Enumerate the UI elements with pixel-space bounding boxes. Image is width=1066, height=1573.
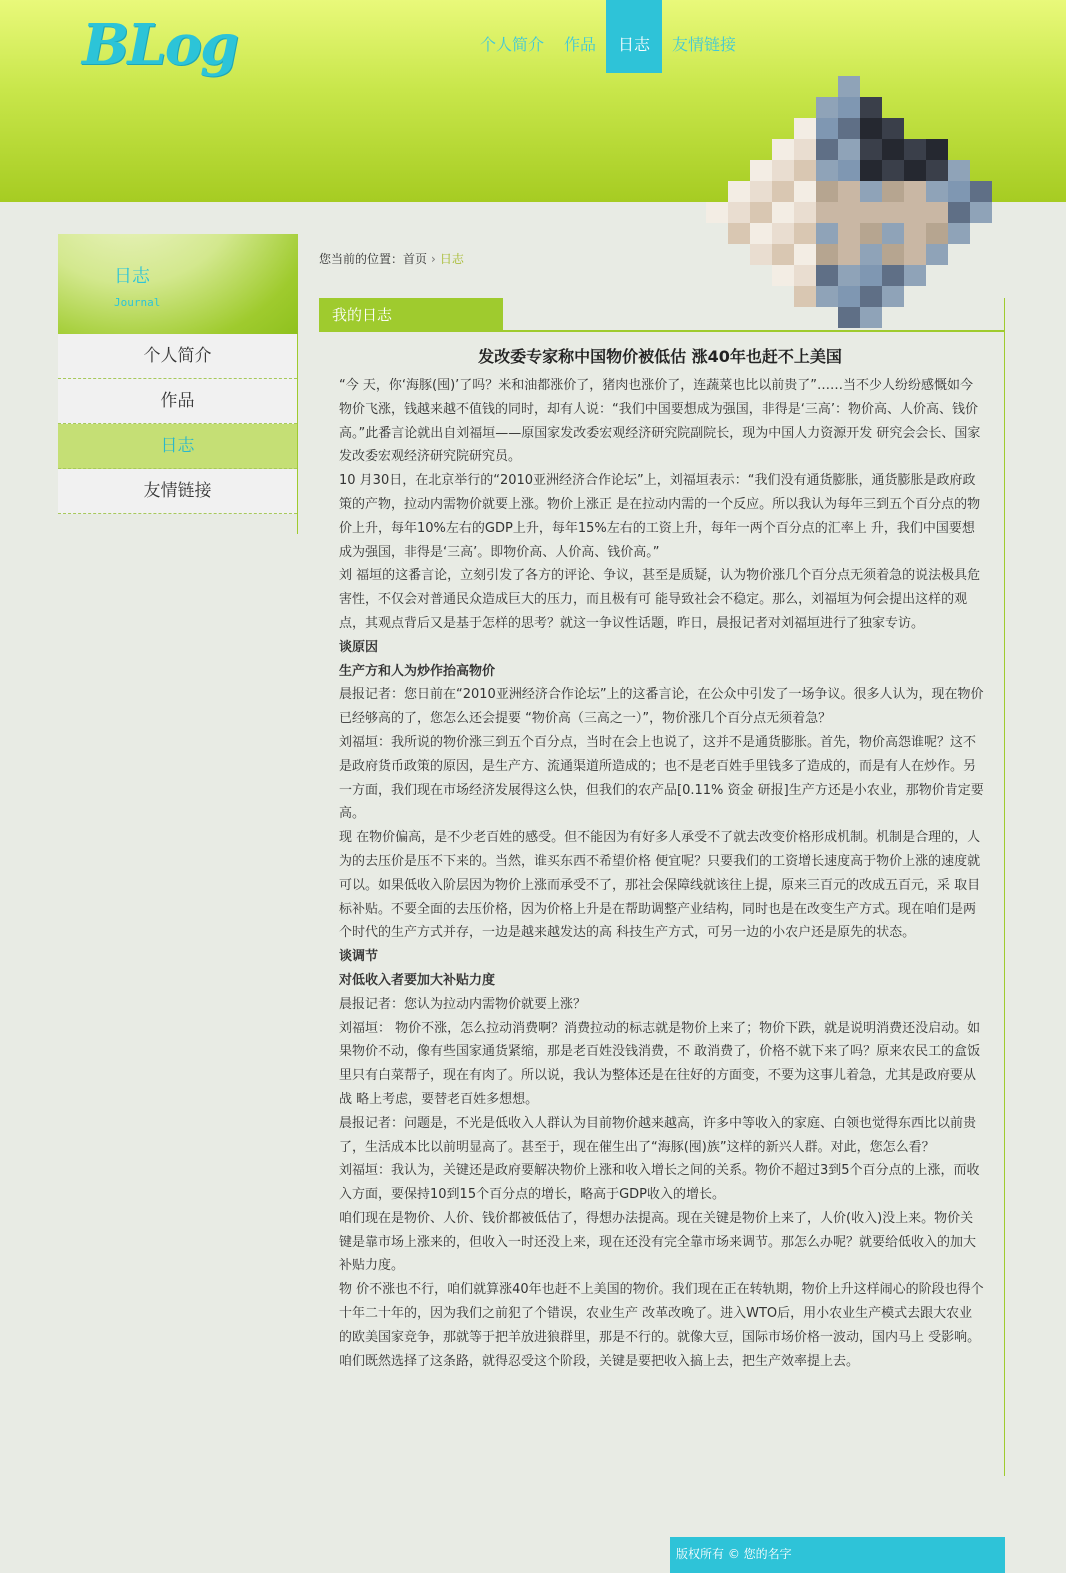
photo-tile [816, 265, 838, 286]
photo-tile [904, 181, 926, 202]
photo-tile [882, 118, 904, 139]
photo-tile [706, 202, 728, 223]
photo-tile [904, 202, 926, 223]
photo-tile [904, 265, 926, 286]
article-subheading: 谈调节 [339, 949, 379, 965]
sidebar-title: 日志 [114, 266, 150, 287]
photo-tile [750, 202, 772, 223]
photo-tile [838, 286, 860, 307]
sidebar [58, 234, 298, 534]
photo-tile [838, 76, 860, 97]
photo-tile [882, 286, 904, 307]
article-paragraph: “今 天，你‘海豚(囤)’了吗？米和油都涨价了，猪肉也涨价了，连蔬菜也比以前贵了”……当不少人纷纷感慨如今物价飞涨，钱越来越不值钱的同时，却有人说：“我们中国要想成为强国，非得是‘三高’：物价高、人价高、钱价高。”此番言论就出自刘福垣——原国家发改委宏观经济研究院副院长，现为中国人力资源开发 研究会会长、国家发改委宏观经济研究院研究员。 [339, 378, 981, 465]
photo-tile [750, 181, 772, 202]
photo-tile [728, 181, 750, 202]
header-photo [706, 76, 1006, 342]
photo-tile [794, 265, 816, 286]
article-paragraph: 物 价不涨也不行，咱们就算涨40年也赶不上美国的物价。我们现在正在转轨期，物价上升这样闹心的阶段也得个十年二十年的，因为我们之前犯了个错误，农业生产 改革改晚了。进入WTO后，用小农业生产模式去跟大农业的欧美国家竞争，那就等于把羊放进狼群里，那是不行的。就像大豆，国际市场价格一波动，国内马上 受影响。咱们既然选择了这条路，就得忍受这个阶段，关键是要把收入搞上去，把生产效率提上去。 [339, 1282, 984, 1369]
photo-tile [882, 223, 904, 244]
sidebar-subtitle: Journal [114, 296, 161, 309]
photo-tile [838, 265, 860, 286]
breadcrumb-current: 日志 [439, 252, 464, 266]
photo-tile [860, 139, 882, 160]
sidebar-menu [58, 334, 298, 514]
photo-tile [816, 223, 838, 244]
photo-tile [794, 160, 816, 181]
logo[interactable]: BLog [82, 12, 238, 78]
breadcrumb [319, 250, 464, 267]
photo-tile [926, 139, 948, 160]
article-subheading: 对低收入者要加大补贴力度 [339, 972, 496, 988]
photo-tile [948, 160, 970, 181]
photo-tile [882, 160, 904, 181]
photo-tile [838, 244, 860, 265]
photo-tile [860, 97, 882, 118]
article-title: 发改委专家称中国物价被低估 涨40年也赶不上美国 [478, 347, 842, 366]
article-paragraph: 现 在物价偏高，是不少老百姓的感受。但不能因为有好多人承受不了就去改变价格形成机制。机制是合理的，人为的去压价是压不下来的。当然，谁买东西不希望价格 便宜呢？只要我们的工资增长速度高于物价上涨的速度就可以。如果低收入阶层因为物价上涨而承受不了，那社会保障线就该往上提，原来三百元的改成五百元，采 取目标补贴。不要全面的去压价格，因为价格上升是在帮助调整产业结构，同时也是在改变生产方式。现在咱们是两个时代的生产方式并存，一边是越来越发达的高 科技生产方式，可另一边的小农户还是原先的状态。 [339, 830, 981, 941]
photo-tile [794, 181, 816, 202]
photo-tile [904, 160, 926, 181]
photo-tile [772, 181, 794, 202]
photo-tile [816, 181, 838, 202]
photo-tile [816, 244, 838, 265]
photo-tile [750, 223, 772, 244]
photo-tile [926, 223, 948, 244]
photo-tile [772, 265, 794, 286]
photo-tile [816, 160, 838, 181]
photo-tile [772, 202, 794, 223]
photo-tile [860, 181, 882, 202]
photo-tile [860, 223, 882, 244]
photo-tile [838, 307, 860, 328]
photo-tile [794, 202, 816, 223]
photo-tile [948, 202, 970, 223]
photo-tile [970, 181, 992, 202]
article-paragraph: 刘福垣：我认为，关键还是政府要解决物价上涨和收入增长之间的关系。物价不超过3到5个百分点的上涨，而收入方面，要保持10到15个百分点的增长，略高于GDP收入的增长。 [339, 1163, 980, 1203]
photo-tile [948, 181, 970, 202]
photo-tile [882, 202, 904, 223]
photo-tile [772, 160, 794, 181]
photo-tile [816, 286, 838, 307]
sidebar-item-works[interactable]: 作品 [58, 379, 297, 424]
sidebar-item-links[interactable]: 友情链接 [58, 469, 297, 514]
photo-tile [860, 307, 882, 328]
photo-tile [882, 181, 904, 202]
photo-tile [772, 244, 794, 265]
photo-tile [926, 181, 948, 202]
photo-tile [794, 223, 816, 244]
article-paragraph: 刘 福垣的这番言论，立刻引发了各方的评论、争议，甚至是质疑，认为物价涨几个百分点无须着急的说法极具危害性，不仅会对普通民众造成巨大的压力，而且极有可 能导致社会不稳定。那么，刘福垣为何会提出这样的观点，其观点背后又是基于怎样的思考？就这一争议性话题，昨日，晨报记者对刘福垣进行了独家专访。 [339, 568, 981, 631]
article-body [339, 374, 985, 1373]
nav-item-links[interactable]: 友情链接 [672, 35, 737, 54]
photo-tile [970, 202, 992, 223]
nav-item-journal[interactable]: 日志 [606, 0, 662, 73]
photo-tile [860, 118, 882, 139]
breadcrumb-prefix: 您当前的位置： [319, 252, 404, 266]
sidebar-header [58, 234, 298, 334]
article-paragraph: 咱们现在是物价、人价、钱价都被低估了，得想办法提高。现在关键是物价上来了，人价(收入)没上来。物价关键是靠市场上涨来的，但收入一时还没上来，现在还没有完全靠市场来调节。那怎么办呢？就要给低收入的加大补贴力度。 [339, 1210, 977, 1274]
breadcrumb-separator-icon: › [431, 252, 436, 266]
photo-tile [794, 139, 816, 160]
article-paragraph: 晨报记者：您认为拉动内需物价就要上涨？ [339, 996, 587, 1012]
photo-tile [750, 160, 772, 181]
photo-tile [860, 286, 882, 307]
photo-tile [772, 139, 794, 160]
photo-tile [838, 139, 860, 160]
photo-tile [816, 97, 838, 118]
photo-tile [926, 202, 948, 223]
photo-tile [794, 118, 816, 139]
photo-tile [882, 244, 904, 265]
nav-item-works[interactable]: 作品 [564, 35, 597, 54]
article-paragraph: 晨报记者：您日前在“2010亚洲经济合作论坛”上的这番言论，在公众中引发了一场争议。很多人认为，现在物价已经够高的了，您怎么还会提要 “物价高（三高之一）”，物价涨几个百分点无须着急？ [339, 687, 984, 727]
photo-tile [838, 223, 860, 244]
photo-tile [838, 181, 860, 202]
content-border [1004, 298, 1005, 1476]
photo-tile [838, 97, 860, 118]
breadcrumb-home[interactable]: 首页 [403, 252, 428, 266]
photo-tile [728, 223, 750, 244]
nav-item-profile[interactable]: 个人简介 [480, 35, 545, 54]
article-paragraph: 刘福垣：我所说的物价涨三到五个百分点，当时在会上也说了，这并不是通货膨胀。首先，物价高怨谁呢？这不是政府货币政策的原因，是生产方、流通渠道所造成的；也不是老百姓手里钱多了造成的，而是有人在炒作。另一方面，我们现在市场经济发展得这么快，但我们的农产品[0.11% 资金 研报]生产方还是小农业，那物价肯定要高。 [339, 734, 984, 822]
photo-tile [816, 202, 838, 223]
photo-tile [838, 202, 860, 223]
article-paragraph: 晨报记者：问题是，不光是低收入人群认为目前物价越来越高，许多中等收入的家庭、白领也觉得东西比以前贵了，生活成本比以前明显高了。甚至于，现在催生出了“海豚(囤)族”这样的新兴人群。对此，您怎么看？ [339, 1115, 977, 1155]
article-paragraph: 刘福垣： 物价不涨，怎么拉动消费啊？消费拉动的标志就是物价上来了；物价下跌，就是说明消费还没启动。如果物价不动，像有些国家通货紧缩，那是老百姓没钱消费，不 敢消费了，价格不就下来了吗？原来农民工的盒饭里只有白菜帮子，现在有肉了。所以说，我认为整体还是在往好的方面变，不要为这事儿着急，尤其是政府要从战 略上考虑，要替老百姓多想想。 [339, 1020, 981, 1107]
article-subheading: 生产方和人为炒作抬高物价 [339, 663, 496, 679]
photo-tile [860, 160, 882, 181]
photo-tile [750, 244, 772, 265]
photo-tile [926, 244, 948, 265]
photo-tile [860, 202, 882, 223]
article-paragraph: 10 月30日，在北京举行的“2010亚洲经济合作论坛”上，刘福垣表示：“我们没有通货膨胀，通货膨胀是政府政策的产物，拉动内需物价就要上涨。物价上涨正 是在拉动内需的一个反应。所以我认为每年三到五个百分点的物价上升，每年10%左右的GDP上升，每年15%左右的工资上升，每年一两个百分点的汇率上 升，我们中国要想成为强国，非得是‘三高’。即物价高、人价高、钱价高。” [339, 473, 981, 560]
photo-tile [816, 118, 838, 139]
sidebar-tail [58, 514, 298, 534]
photo-tile [926, 160, 948, 181]
article-subheading: 谈原因 [339, 639, 379, 655]
photo-tile [816, 139, 838, 160]
photo-tile [728, 202, 750, 223]
sidebar-item-profile[interactable]: 个人简介 [58, 334, 297, 379]
photo-tile [882, 139, 904, 160]
photo-tile [860, 265, 882, 286]
top-nav [470, 0, 746, 73]
photo-tile [838, 160, 860, 181]
photo-tile [794, 244, 816, 265]
photo-tile [904, 223, 926, 244]
photo-tile [838, 118, 860, 139]
photo-tile [882, 265, 904, 286]
photo-tile [772, 223, 794, 244]
section-tab: 我的日志 [319, 298, 503, 332]
photo-tile [904, 244, 926, 265]
photo-tile [904, 139, 926, 160]
photo-tile [860, 244, 882, 265]
photo-tile [794, 286, 816, 307]
sidebar-item-journal[interactable]: 日志 [58, 424, 297, 469]
footer: 版权所有 © 您的名字 [670, 1537, 1005, 1573]
photo-tile [948, 223, 970, 244]
